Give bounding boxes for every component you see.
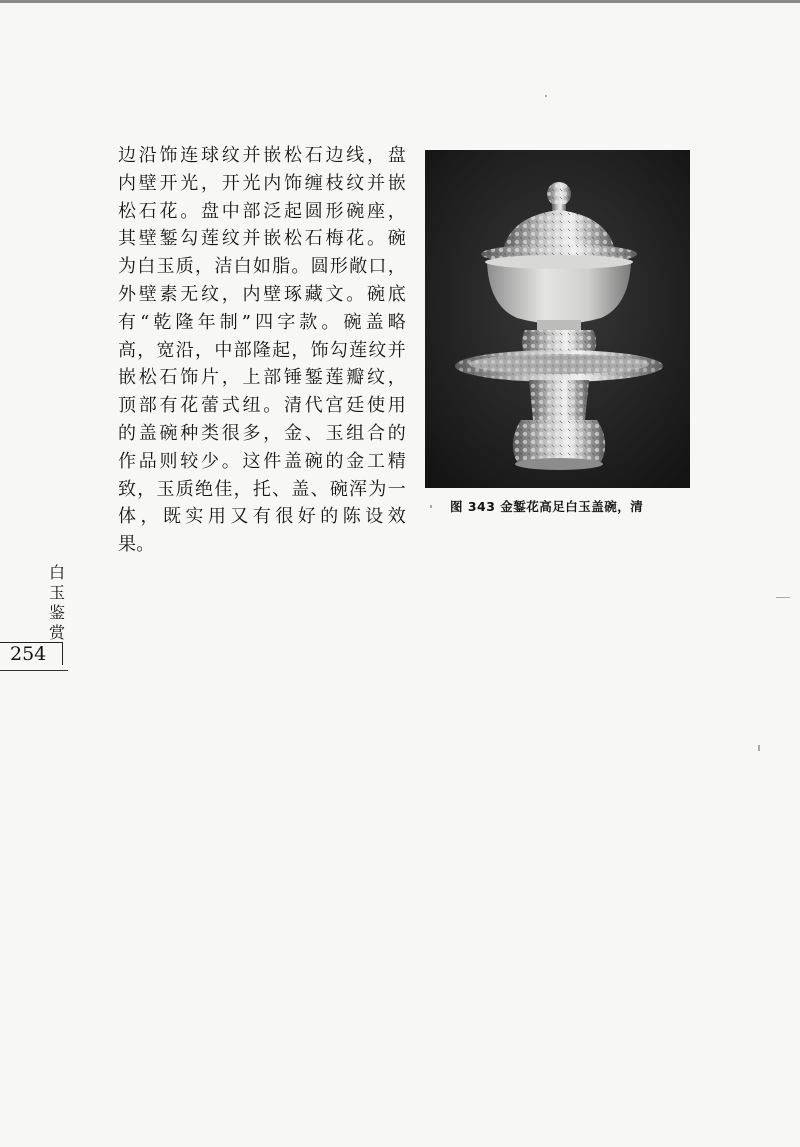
body-line: 致，玉质绝佳，托、盖、碗浑为一: [118, 478, 406, 500]
jade-bowl-illustration: [425, 150, 690, 488]
body-line: 嵌松石饰片，上部锤錾莲瓣纹，: [118, 367, 406, 389]
page-number: 254: [10, 643, 47, 665]
figure-photo-jade-bowl: [425, 150, 690, 488]
body-line: 体，既实用又有很好的陈设效: [118, 506, 406, 528]
body-line: 作品则较少。这件盖碗的金工精: [118, 450, 406, 472]
scan-speck: [758, 745, 760, 751]
body-line: 边沿饰连球纹并嵌松石边线，盘: [118, 145, 406, 166]
figure-caption: 图 343 金錾花高足白玉盖碗，清: [450, 499, 644, 514]
body-line: 的盖碗种类很多，金、玉组合的: [118, 422, 406, 444]
running-head-char: 玉: [48, 583, 65, 602]
running-head-char: 赏: [48, 623, 65, 642]
scan-speck: [430, 505, 432, 508]
body-line: 高，宽沿，中部隆起，饰勾莲纹并: [118, 339, 406, 361]
body-line: 其壁錾勾莲纹并嵌松石梅花。碗: [118, 228, 406, 250]
running-head-vertical: [46, 563, 68, 643]
running-head-char: 白: [48, 563, 65, 582]
scan-speck: [776, 597, 790, 598]
top-border-line: [0, 0, 800, 3]
body-line: 松石花。盘中部泛起圆形碗座，: [118, 200, 406, 222]
body-line: 外壁素无纹，内壁琢藏文。碗底: [118, 283, 406, 305]
body-line: 果。: [118, 534, 155, 556]
body-line: 为白玉质，洁白如脂。圆形敞口，: [118, 256, 406, 278]
running-head-char: 鉴: [48, 603, 65, 622]
body-line: 顶部有花蕾式纽。清代宫廷使用: [118, 395, 406, 417]
body-line: 有“乾隆年制”四字款。碗盖略: [118, 311, 406, 333]
body-line: 内壁开光，开光内饰缠枝纹并嵌: [118, 172, 406, 194]
body-paragraph: [118, 142, 406, 559]
scan-speck: [545, 95, 547, 97]
